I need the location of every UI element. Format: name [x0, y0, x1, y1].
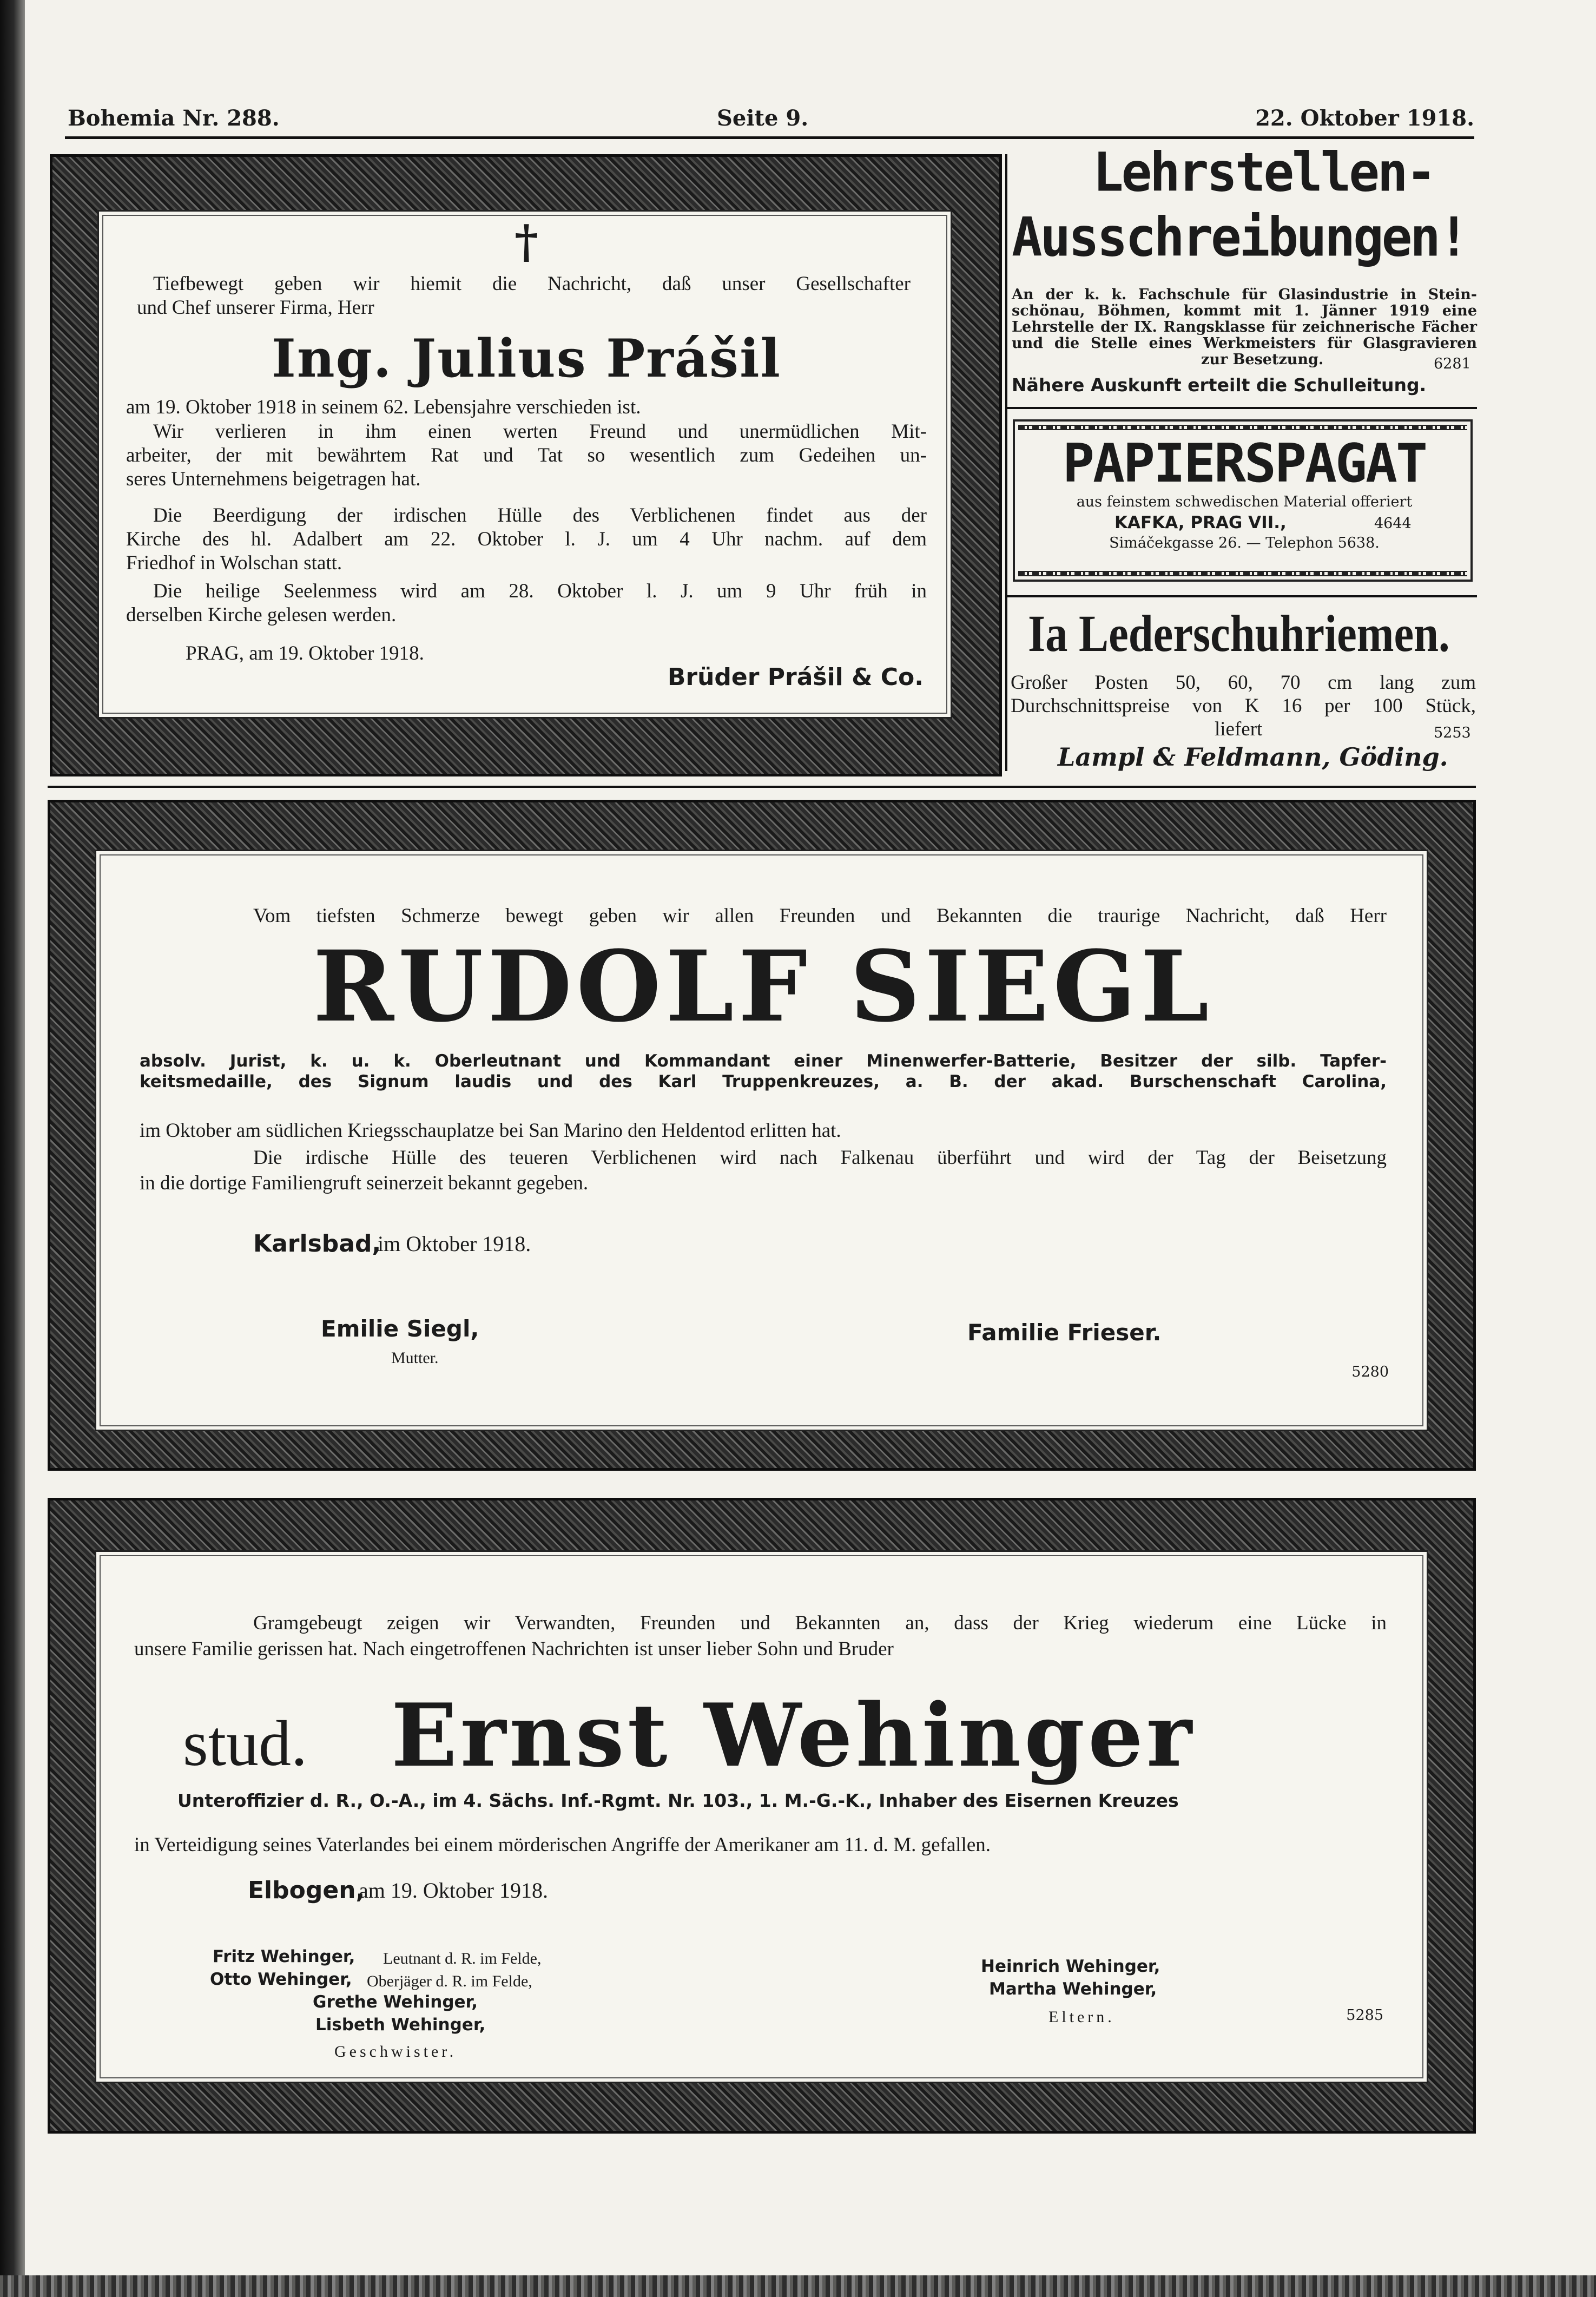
- header-date: 22. Oktober 1918.: [1255, 106, 1474, 131]
- ad-lehrstellen-code: 6281: [1434, 356, 1471, 372]
- ad-lehrstellen-text: An der k. k. Fachschule für Glasindustrie in Stein-: [1012, 286, 1477, 303]
- ad-papierspagat-line1: aus feinstem schwedischen Material offeriert: [1076, 493, 1413, 510]
- header-issue: Bohemia Nr. 288.: [68, 106, 280, 131]
- ad-papierspagat-line3: Simáčekgasse 26. — Telephon 5638.: [1109, 535, 1380, 551]
- wehinger-title: Unteroffizier d. R., O.-A., im 4. Sächs. Inf.-Rgmt. Nr. 103., 1. M.-G.-K., Inhaber des Eisernen Kreuzes: [177, 1790, 1179, 1811]
- ad-border-chain: [1018, 571, 1467, 576]
- prasil-line: Kirche des hl. Adalbert am 22. Oktober l. J. um 4 Uhr nachm. auf dem: [126, 528, 927, 550]
- prasil-intro-1: Tiefbewegt geben wir hiemit die Nachricht, daß unser Gesellschafter: [153, 273, 911, 295]
- wehinger-sibling: Fritz Wehinger,: [213, 1947, 355, 1966]
- prasil-line: Die Beerdigung der irdischen Hülle des Verblichenen findet aus der: [153, 504, 927, 526]
- ad-leder-line: liefert: [1215, 718, 1263, 740]
- siegl-intro: Vom tiefsten Schmerze bewegt geben wir allen Freunden und Bekannten die traurige Nachricht, daß Herr: [253, 905, 1387, 927]
- prasil-line: arbeiter, der mit bewährtem Rat und Tat so wesentlich zum Gedeihen un-: [126, 444, 927, 466]
- siegl-title-2: keitsmedaille, des Signum laudis und des Karl Truppenkreuzes, a. B. der akad. Burschenschaft Carolina,: [140, 1072, 1387, 1091]
- cross-icon: †: [515, 215, 538, 268]
- obituary-panel-prasil: [97, 210, 952, 719]
- ad-papierspagat-code: 4644: [1374, 515, 1412, 532]
- siegl-place: Karlsbad,: [253, 1230, 381, 1258]
- wehinger-parents-role: Eltern.: [1048, 2008, 1115, 2026]
- prasil-line: Die heilige Seelenmess wird am 28. Oktober l. J. um 9 Uhr früh in: [153, 580, 927, 602]
- obituary-panel-wehinger: [95, 1550, 1428, 2083]
- prasil-signature: Brüder Prášil & Co.: [667, 663, 924, 691]
- siegl-line-1: im Oktober am südlichen Kriegsschauplatze bei San Marino den Heldentod erlitten hat.: [140, 1120, 841, 1142]
- ad-leder-line: Durchschnittspreise von K 16 per 100 Stück,: [1011, 695, 1476, 717]
- page-header: [68, 103, 1474, 135]
- prasil-line: am 19. Oktober 1918 in seinem 62. Lebensjahre verschieden ist.: [126, 396, 641, 418]
- wehinger-sibling: Lisbeth Wehinger,: [315, 2015, 486, 2035]
- ad-lehrstellen-text: schönau, Böhmen, kommt mit 1. Jänner 1919 eine: [1012, 302, 1477, 319]
- ad-papierspagat-line2: KAFKA, PRAG VII.,: [1114, 513, 1287, 532]
- wehinger-date: am 19. Oktober 1918.: [359, 1878, 548, 1903]
- ad-lehrstellen-footer: Nähere Auskunft erteilt die Schulleitung.: [1012, 374, 1427, 396]
- prasil-name: Ing. Julius Prášil: [271, 328, 782, 389]
- ad-lehrstellen-text: zur Besetzung.: [1201, 351, 1324, 368]
- ad-lehrstellen-title-1: Lehrstellen-: [1093, 142, 1435, 204]
- header-page-number: Seite 9.: [717, 106, 809, 131]
- wehinger-parent: Heinrich Wehinger,: [981, 1957, 1160, 1976]
- siegl-name: RUDOLF SIEGL: [313, 930, 1214, 1044]
- ad-divider: [1007, 407, 1477, 409]
- prasil-place-date: PRAG, am 19. Oktober 1918.: [186, 642, 424, 664]
- ad-leder-signature: Lampl & Feldmann, Göding.: [1058, 742, 1448, 772]
- ad-lehrstellen-text: und die Stelle eines Werkmeisters für Glasgravieren: [1012, 335, 1477, 352]
- prasil-intro-2: und Chef unserer Firma, Herr: [137, 297, 374, 319]
- wehinger-intro-2: unsere Familie gerissen hat. Nach eingetroffenen Nachrichten ist unser lieber Sohn und Bruder: [134, 1638, 894, 1660]
- siegl-signature-left-role: Mutter.: [391, 1349, 439, 1367]
- ad-border-chain: [1018, 425, 1467, 430]
- column-divider: [1005, 154, 1007, 771]
- header-rule: [65, 136, 1474, 139]
- section-rule: [48, 786, 1476, 788]
- ad-lehrstellen-title-2: Ausschreibungen!: [1012, 207, 1467, 269]
- page-bottom-edge: [0, 2275, 1596, 2297]
- wehinger-siblings-role: Geschwister.: [334, 2043, 457, 2061]
- prasil-line: derselben Kirche gelesen werden.: [126, 604, 397, 626]
- prasil-line: Friedhof in Wolschan statt.: [126, 552, 342, 574]
- wehinger-parent: Martha Wehinger,: [989, 1979, 1157, 1999]
- page-spine-shadow: [0, 0, 25, 2297]
- siegl-line-2: Die irdische Hülle des teueren Verblichenen wird nach Falkenau überführt und wird der Tag der Beisetzung: [253, 1147, 1387, 1169]
- prasil-line: Wir verlieren in ihm einen werten Freund und unermüdlichen Mit-: [153, 420, 927, 443]
- wehinger-sibling-note: Leutnant d. R. im Felde,: [383, 1950, 542, 1967]
- wehinger-line-1: in Verteidigung seines Vaterlandes bei einem mörderischen Angriffe der Amerikaner am 11. d. M. gefallen.: [134, 1834, 991, 1856]
- wehinger-intro-1: Gramgebeugt zeigen wir Verwandten, Freunden und Bekannten an, dass der Krieg wiederum eine Lücke in: [253, 1612, 1387, 1634]
- ad-lehrstellen-text: Lehrstelle der IX. Rangsklasse für zeichnerische Fächer: [1012, 319, 1477, 335]
- ad-leder-title: Ia Lederschuhriemen.: [1028, 604, 1450, 662]
- siegl-signature-right: Familie Frieser.: [967, 1319, 1162, 1346]
- siegl-date: im Oktober 1918.: [378, 1232, 531, 1256]
- obituary-panel-siegl: [95, 850, 1428, 1431]
- wehinger-prefix: stud.: [183, 1707, 308, 1779]
- wehinger-sibling-note: Oberjäger d. R. im Felde,: [367, 1972, 532, 1990]
- wehinger-code: 5285: [1346, 2007, 1383, 2024]
- siegl-code: 5280: [1351, 1364, 1389, 1380]
- wehinger-sibling: Grethe Wehinger,: [313, 1992, 478, 2012]
- wehinger-sibling: Otto Wehinger,: [210, 1970, 352, 1989]
- siegl-signature-left: Emilie Siegl,: [321, 1315, 479, 1342]
- ad-divider: [1007, 595, 1477, 597]
- ad-papierspagat-title: PAPIERSPAGAT: [1062, 433, 1426, 495]
- ad-leder-line: Großer Posten 50, 60, 70 cm lang zum: [1011, 672, 1476, 694]
- prasil-line: seres Unternehmens beigetragen hat.: [126, 468, 421, 490]
- ad-leder-code: 5253: [1434, 725, 1471, 741]
- wehinger-name: Ernst Wehinger: [391, 1684, 1196, 1786]
- siegl-title-1: absolv. Jurist, k. u. k. Oberleutnant und Kommandant einer Minenwerfer-Batterie, Besitzer der silb. Tapfer-: [140, 1051, 1387, 1071]
- siegl-line-3: in die dortige Familiengruft seinerzeit bekannt gegeben.: [140, 1172, 589, 1194]
- wehinger-place: Elbogen,: [248, 1877, 365, 1904]
